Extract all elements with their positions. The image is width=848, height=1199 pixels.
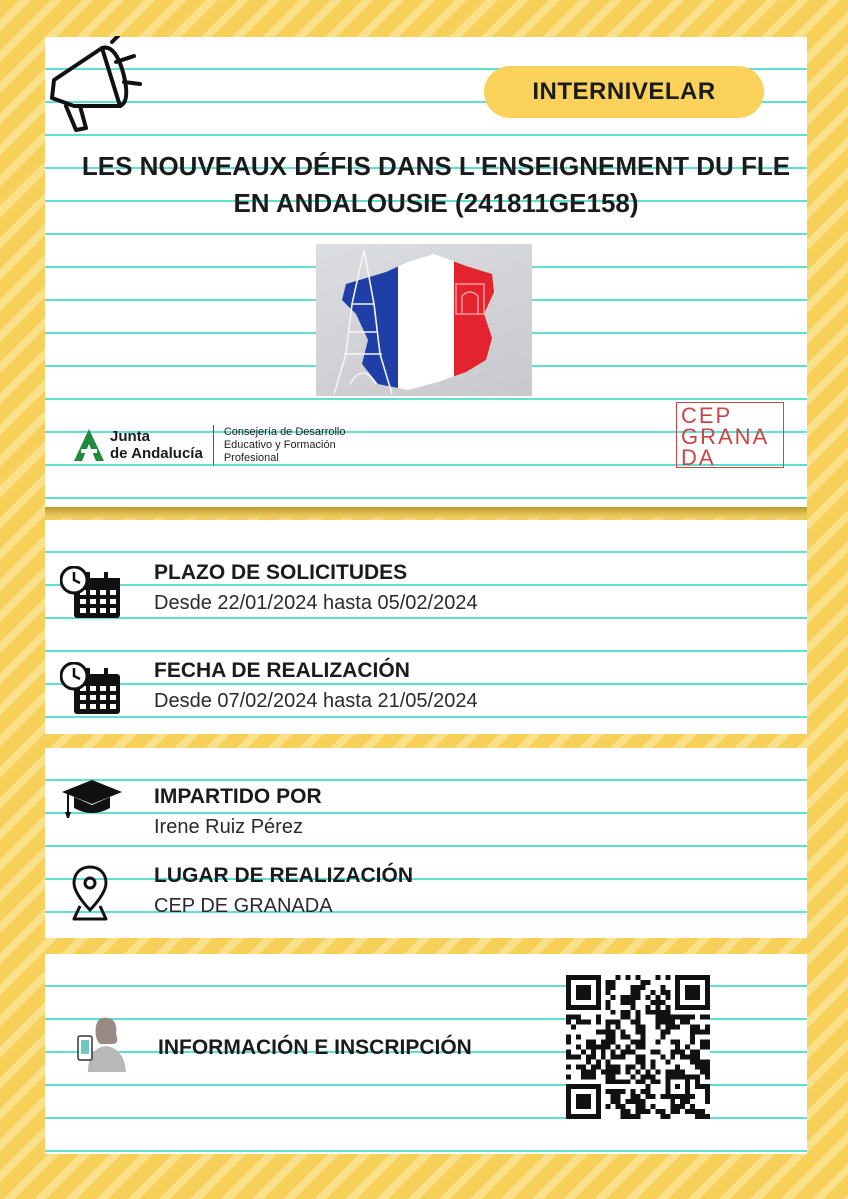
graduation-cap-icon — [60, 778, 124, 820]
junta-desc-2: Educativo y Formación — [223, 438, 336, 451]
lugar-value: CEP DE GRANADA — [154, 895, 333, 917]
cep-logo-line-1: CEP — [681, 403, 733, 428]
lugar-realizacion — [154, 861, 413, 921]
level-badge — [484, 66, 764, 118]
course-title-line-2: EN ANDALOUSIE (241811GE158) — [233, 188, 639, 218]
course-title — [60, 148, 812, 222]
cep-logo-line-2: GRANA — [681, 424, 770, 449]
informacion-inscripcion — [158, 1033, 472, 1063]
junta-andalucia-logo — [72, 425, 345, 465]
france-flag-map-image — [316, 244, 532, 396]
cep-granada-logo — [676, 402, 784, 468]
lugar-label: LUGAR DE REALIZACIÓN — [154, 864, 413, 887]
calendar-clock-icon — [60, 662, 124, 716]
fecha-realizacion — [154, 656, 478, 716]
junta-desc-1: Consejería de Desarrollo — [223, 425, 346, 438]
cep-logo-line-3: DA — [681, 445, 716, 470]
location-pin-icon — [70, 864, 110, 922]
info-label[interactable]: INFORMACIÓN E INSCRIPCIÓN — [158, 1036, 472, 1059]
logo-divider — [213, 425, 214, 465]
impartido-por — [154, 782, 322, 842]
plazo-label: PLAZO DE SOLICITUDES — [154, 561, 408, 584]
junta-line-2: de Andalucía — [110, 445, 203, 462]
megaphone-icon — [44, 36, 144, 136]
fecha-value: Desde 07/02/2024 hasta 21/05/2024 — [154, 690, 478, 712]
impartido-label: IMPARTIDO POR — [154, 785, 322, 808]
calendar-clock-icon — [60, 566, 124, 620]
junta-logo-icon — [72, 427, 106, 463]
course-title-line-1: LES NOUVEAUX DÉFIS DANS L'ENSEIGNEMENT DU FLE — [81, 151, 791, 181]
level-badge-label: INTERNIVELAR — [532, 78, 716, 105]
plazo-solicitudes — [154, 558, 478, 618]
qr-code-image[interactable] — [566, 975, 710, 1119]
france-map-illustration — [316, 244, 532, 396]
person-phone-icon — [72, 1014, 132, 1072]
fecha-label: FECHA DE REALIZACIÓN — [154, 659, 410, 682]
card-shadow — [45, 507, 807, 521]
plazo-value: Desde 22/01/2024 hasta 05/02/2024 — [154, 592, 478, 614]
impartido-value: Irene Ruiz Pérez — [154, 816, 303, 838]
junta-line-1: Junta — [110, 428, 151, 445]
junta-desc-3: Profesional — [223, 451, 279, 464]
